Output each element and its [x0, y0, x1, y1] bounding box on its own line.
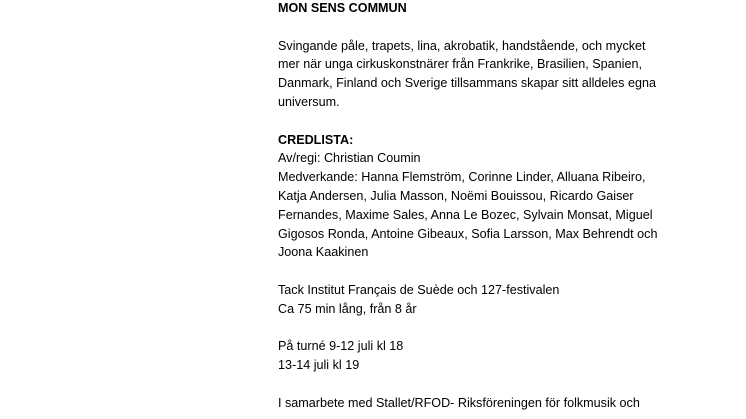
- credits-line: Fernandes, Maxime Sales, Anna Le Bozec, Sylvain Monsat, Miguel: [278, 207, 653, 222]
- intro-paragraph: [278, 37, 678, 112]
- credits-line: Gigosos Ronda, Antoine Gibeaux, Sofia Larsson, Max Behrendt och: [278, 226, 658, 241]
- collaboration-line: I samarbete med Stallet/RFOD- Riksföreningen för folkmusik och: [278, 395, 640, 410]
- credits-section: [278, 131, 678, 263]
- thanks-paragraph: [278, 281, 678, 319]
- paragraph-spacer: [278, 319, 678, 338]
- paragraph-spacer: [278, 112, 678, 131]
- thanks-line: Tack Institut Français de Suède och 127-festivalen: [278, 282, 560, 297]
- paragraph-spacer: [278, 18, 678, 37]
- intro-line: Danmark, Finland och Sverige tillsammans skapar sitt alldeles egna: [278, 76, 656, 91]
- paragraph-spacer: [278, 262, 678, 281]
- intro-line: mer när unga cirkuskonstnärer från Frankrike, Brasilien, Spanien,: [278, 57, 642, 72]
- credits-line: Joona Kaakinen: [278, 245, 369, 260]
- duration-line: Ca 75 min lång, från 8 år: [278, 301, 417, 316]
- document-page: [278, 0, 678, 413]
- document-title: MON SENS COMMUN: [278, 1, 407, 15]
- paragraph-spacer: [278, 375, 678, 394]
- tour-line: 13-14 juli kl 19: [278, 358, 360, 373]
- credits-heading: CREDLISTA:: [278, 132, 354, 147]
- credits-line: Av/regi: Christian Coumin: [278, 151, 421, 166]
- intro-line: universum.: [278, 94, 340, 109]
- credits-line: Medverkande: Hanna Flemström, Corinne Linder, Alluana Ribeiro,: [278, 170, 646, 185]
- intro-line: Svingande påle, trapets, lina, akrobatik, handstående, och mycket: [278, 38, 646, 53]
- tour-paragraph: [278, 337, 678, 375]
- credits-line: Katja Andersen, Julia Masson, Noëmi Bouissou, Ricardo Gaiser: [278, 188, 634, 203]
- collaboration-paragraph: [278, 394, 678, 413]
- tour-line: På turné 9-12 juli kl 18: [278, 339, 404, 354]
